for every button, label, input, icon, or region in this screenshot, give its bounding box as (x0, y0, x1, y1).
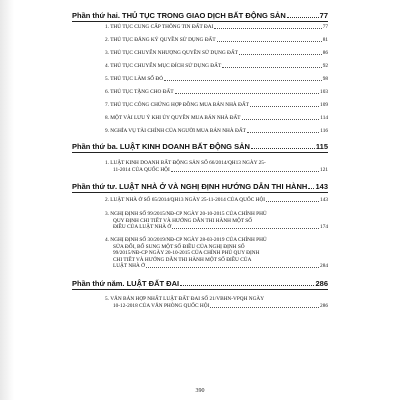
entry-text-cont: LUẬT NHÀ Ở (113, 263, 145, 270)
dot-leader (239, 54, 322, 55)
entry-text-cont: QUY ĐỊNH CHI TIẾT VÀ HƯỚNG DẪN THI HÀNH MỘT SỐ (113, 217, 253, 224)
entry-page: 109 (320, 102, 328, 108)
part-title: Phần thứ năm. LUẬT ĐẤT ĐAI (72, 279, 180, 288)
entry-text: 7. THỦ TỤC CÔNG CHỨNG HỢP ĐỒNG MUA BÁN NHÀ ĐẤT (105, 102, 249, 108)
dot-leader (266, 201, 319, 202)
entry-text-cont: CHI TIẾT VÀ HƯỚNG DẪN THI HÀNH MỘT SỐ ĐIỀU CỦA (113, 256, 252, 263)
entry-text: 3. NGHỊ ĐỊNH SỐ 99/2015/NĐ-CP NGÀY 20-10-2015 CỦA CHÍNH PHỦ (105, 211, 267, 217)
dot-leader (222, 67, 322, 68)
entry-text: 9. NGHĨA VỤ TÀI CHÍNH CỦA NGƯỜI MUA BÁN NHÀ ĐẤT (105, 128, 246, 134)
entry-text: 6. THỦ TỤC TẶNG CHO ĐẤT (105, 89, 174, 95)
entry-page: 81 (322, 37, 328, 43)
dot-leader (247, 132, 319, 133)
part-title: Phần thứ hai. THỦ TỤC TRONG GIAO DỊCH BẤT ĐỘNG SẢN (72, 11, 286, 20)
toc-entry (105, 296, 328, 309)
dot-leader (287, 17, 319, 18)
entry-page: 103 (320, 89, 328, 95)
entry-page: 143 (320, 197, 328, 203)
part-page: 143 (315, 182, 328, 191)
dot-leader (164, 80, 322, 81)
entry-page: 116 (320, 128, 328, 134)
toc-entry (105, 128, 328, 135)
toc-entry (105, 102, 328, 109)
entry-text-cont: 11-2014 CỦA QUỐC HỘI (113, 166, 170, 173)
entry-page: 98 (322, 76, 328, 82)
entry-text: 1. LUẬT KINH DOANH BẤT ĐỘNG SẢN SỐ 66/2014/QH13 NGÀY 25- (105, 160, 266, 166)
entry-text: 4. NGHỊ ĐỊNH SỐ 30/2019/NĐ-CP NGÀY 28-03-2019 CỦA CHÍNH PHỦ (105, 237, 267, 243)
dot-leader (214, 28, 321, 29)
toc-part-2-heading (72, 8, 328, 22)
dot-leader (308, 188, 314, 189)
toc-part-4-heading (72, 179, 328, 193)
dot-leader (251, 148, 315, 149)
entry-page: 286 (320, 302, 328, 309)
dot-leader (175, 93, 319, 94)
toc-part-5-heading (72, 276, 328, 290)
entry-page: 121 (320, 166, 328, 173)
part-page: 77 (319, 11, 328, 20)
part-page: 115 (315, 142, 328, 151)
entry-text-cont: 99/2015/NĐ-CP NGÀY 20-10-2015 CỦA CHÍNH PHỦ QUY ĐỊNH (113, 250, 260, 257)
part-title: Phần thứ tư. LUẬT NHÀ Ở VÀ NGHỊ ĐỊNH HƯỚNG DẪN THI HÀNH (72, 182, 308, 191)
entry-text: 4. THỦ TỤC CHUYỂN MỤC ĐÍCH SỬ DỤNG ĐẤT (105, 63, 222, 69)
dot-leader (172, 228, 319, 229)
page-number: 390 (195, 388, 205, 394)
entry-page: 114 (320, 115, 328, 121)
entry-text-cont: SỬA ĐỔI, BỔ SUNG MỘT SỐ ĐIỀU CỦA NGHỊ ĐỊNH SỐ (113, 243, 245, 250)
toc-entry (105, 37, 328, 44)
entry-page: 86 (322, 50, 328, 56)
part-page: 286 (315, 279, 328, 288)
toc-entry (105, 115, 328, 122)
entry-page: 77 (322, 24, 328, 30)
entry-page: 284 (320, 263, 328, 270)
entry-text: 2. THỦ TỤC ĐĂNG KÝ QUYỀN SỬ DỤNG ĐẤT (105, 37, 216, 43)
entry-text-cont: 10-12-2018 CỦA VĂN PHÒNG QUỐC HỘI (113, 302, 210, 309)
toc-entry (105, 24, 328, 31)
entry-text-cont: ĐIỀU CỦA LUẬT NHÀ Ở (113, 224, 172, 231)
toc-entry (105, 63, 328, 70)
entry-text: 1. THỦ TỤC CUNG CẤP THÔNG TIN ĐẤT ĐAI (105, 24, 214, 30)
entry-text: 2. LUẬT NHÀ Ở SỐ 65/2014/QH13 NGÀY 25-11-2014 CỦA QUỐC HỘI (105, 197, 266, 203)
toc-entry (105, 50, 328, 57)
page-gutter-shadow (0, 0, 14, 400)
entry-page: 92 (322, 63, 328, 69)
toc-entry (105, 237, 328, 270)
part-title: Phần thứ ba. LUẬT KINH DOANH BẤT ĐỘNG SẢN (72, 142, 250, 151)
toc-entry (105, 89, 328, 96)
dot-leader (171, 171, 319, 172)
entry-page: 174 (320, 224, 328, 231)
dot-leader (250, 106, 319, 107)
entry-text: 8. MỘT VÀI LƯU Ý KHI ỦY QUYỀN MUA BÁN NHÀ ĐẤT (105, 115, 241, 121)
toc-entry (105, 76, 328, 83)
entry-text: 3. THỦ TỤC CHUYỂN NHƯỢNG QUYỀN SỬ DỤNG ĐẤT (105, 50, 238, 56)
toc-entry (105, 160, 328, 173)
toc-entry (105, 211, 328, 231)
entry-text: 5. THỦ TỤC LÀM SỔ ĐỎ (105, 76, 164, 82)
dot-leader (217, 41, 322, 42)
dot-leader (180, 285, 314, 286)
dot-leader (210, 307, 319, 308)
entry-text: 5. VĂN BẢN HỢP NHẤT LUẬT ĐẤT ĐAI SỐ 21/VBHN-VPQH NGÀY (105, 296, 265, 302)
dot-leader (146, 267, 319, 268)
toc-part-3-heading (72, 139, 328, 153)
toc-entry (105, 197, 328, 204)
dot-leader (242, 119, 320, 120)
